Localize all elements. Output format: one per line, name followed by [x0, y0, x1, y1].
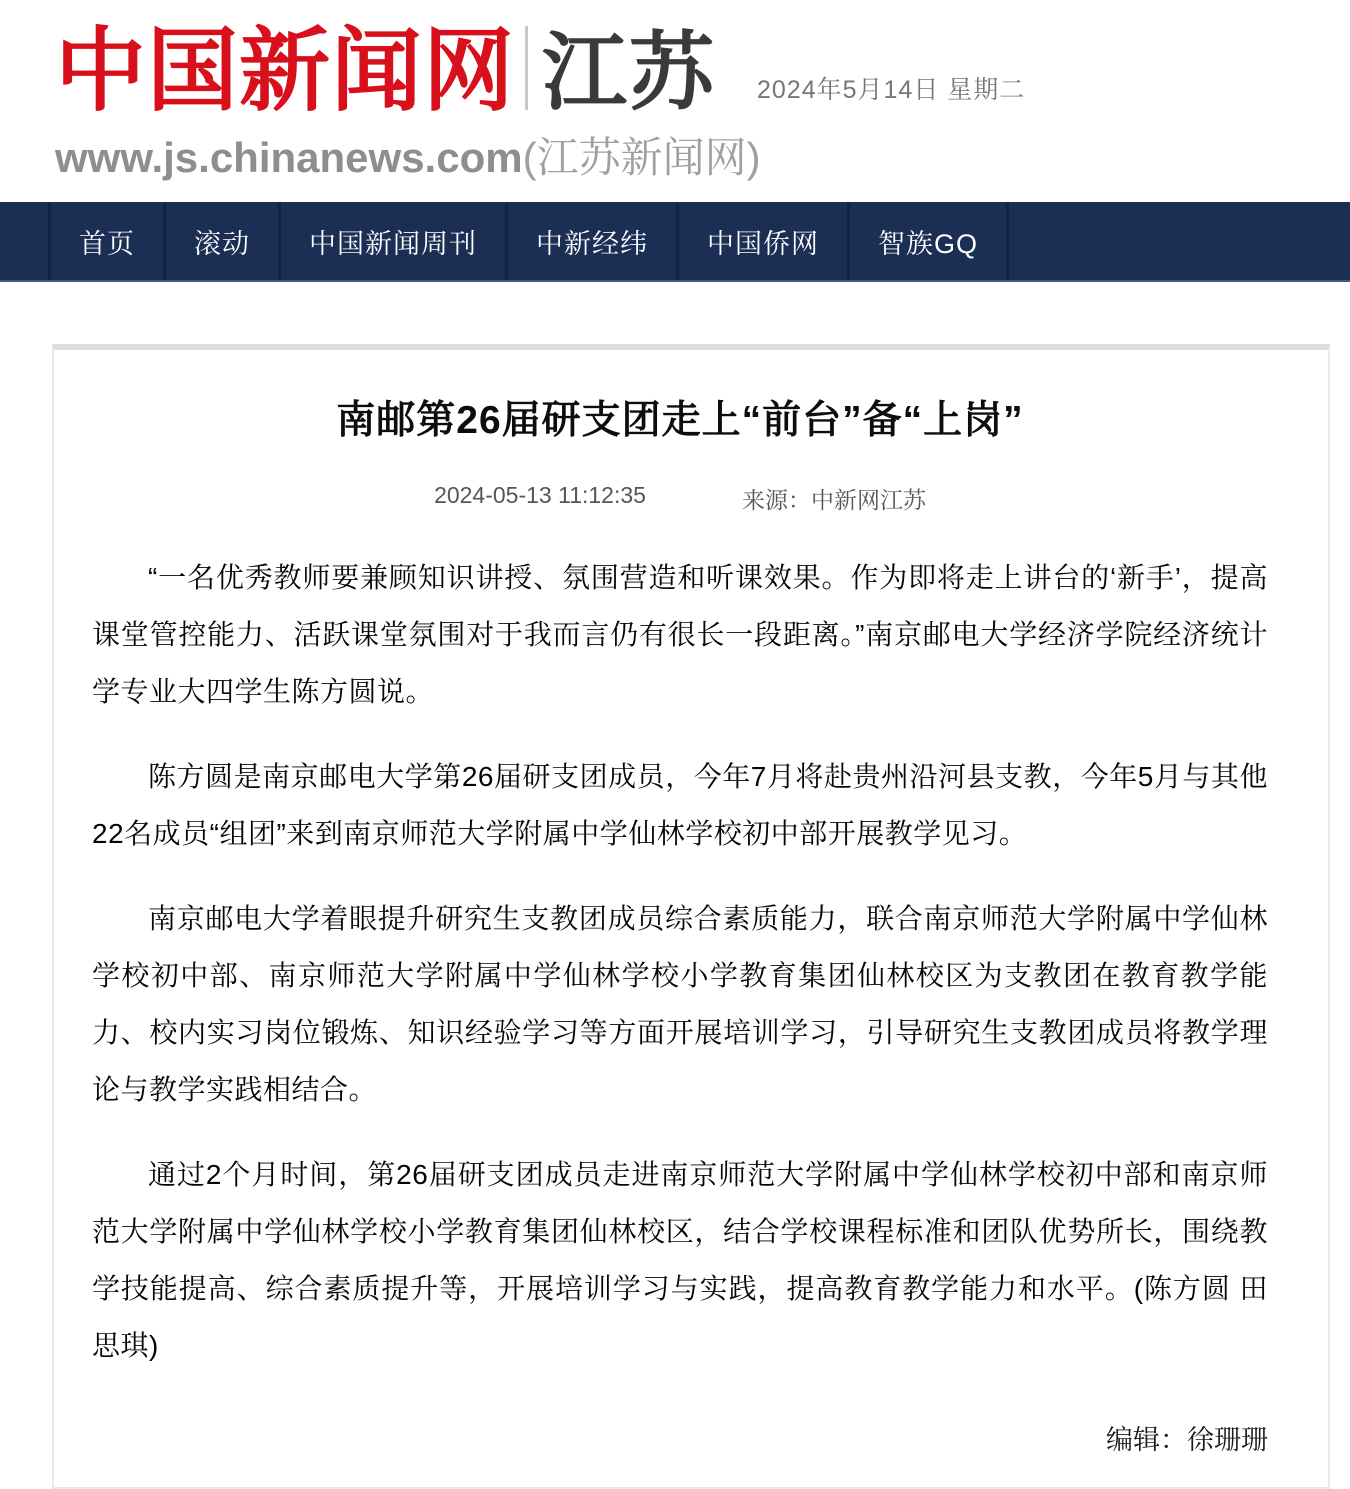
site-header [0, 0, 1350, 186]
site-url-name: (江苏新闻网) [522, 134, 761, 181]
article-body [92, 549, 1268, 1374]
publish-time: 2024-05-13 11:12:35 [434, 482, 646, 508]
nav-item-home[interactable]: 首页 [48, 202, 163, 280]
article-paragraph: 通过2个月时间，第26届研支团成员走进南京师范大学附属中学仙林学校初中部和南京师范大学附属中学仙林学校小学教育集团仙林校区，结合学校课程标准和团队优势所长，围绕教学技能提高、综合素质提升等，开展培训学习与实践，提高教育教学能力和水平。(陈方圆 田思琪) [92, 1159, 1268, 1361]
article-paragraph: 南京邮电大学着眼提升研究生支教团成员综合素质能力，联合南京师范大学附属中学仙林学校初中部、南京师范大学附属中学仙林学校小学教育集团仙林校区为支教团在教育教学能力、校内实习岗位锻炼、知识经验学习等方面开展培训学习，引导研究生支教团成员将教学理论与教学实践相结合。 [92, 903, 1268, 1105]
article-title: 南邮第26届研支团走上“前台”备“上岗” [336, 399, 1024, 442]
site-logo[interactable] [55, 18, 716, 128]
article-paragraph: “一名优秀教师要兼顾知识讲授、氛围营造和听课效果。作为即将走上讲台的‘新手’，提高课堂管控能力、活跃课堂氛围对于我而言仍有很长一段距离。”南京邮电大学经济学院经济统计学专业大四学生陈方圆说。 [92, 562, 1268, 707]
header-top [55, 18, 1350, 130]
nav-item-gq[interactable]: 智族GQ [847, 202, 1006, 280]
article-meta [92, 482, 1268, 515]
logo-wordmark-cn: 中国新闻网 [55, 19, 516, 124]
logo-region-jiangsu: 江苏 [542, 26, 717, 121]
editor-byline: 编辑：徐珊珊 [1106, 1425, 1268, 1455]
article-paragraph: 陈方圆是南京邮电大学第26届研支团成员，今年7月将赴贵州沿河县支教，今年5月与其他22名成员“组团”来到南京师范大学附属中学仙林学校初中部开展教学见习。 [92, 761, 1268, 849]
site-url: www.js.chinanews.com [55, 134, 523, 181]
nav-item-scroll[interactable]: 滚动 [163, 202, 278, 280]
nav-item-jwview[interactable]: 中新经纬 [505, 202, 676, 280]
nav-item-china-newsweek[interactable]: 中国新闻周刊 [278, 202, 505, 280]
article-card [52, 344, 1330, 1489]
nav-leading-segment [0, 202, 48, 280]
nav-trailing-segment [1006, 202, 1350, 280]
current-date: 2024年5月14日 星期二 [757, 76, 1026, 104]
site-url-line [55, 134, 1350, 186]
main-nav [0, 202, 1350, 282]
nav-item-chinaqw[interactable]: 中国侨网 [676, 202, 847, 280]
logo-divider [525, 26, 528, 110]
article-source: 来源：中新网江苏 [741, 487, 926, 513]
